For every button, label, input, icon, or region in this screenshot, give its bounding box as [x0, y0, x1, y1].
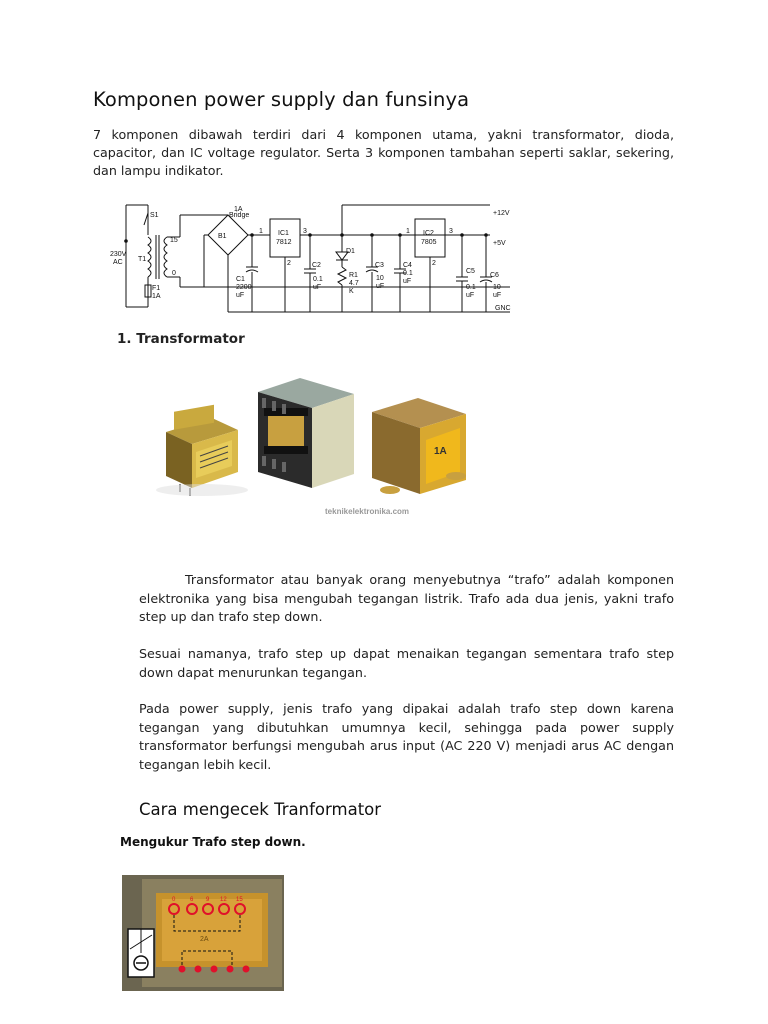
circuit-label-d1: D1: [346, 248, 355, 255]
trafo-rating-label: 1A: [434, 446, 447, 457]
circuit-label-gnd: GNC: [495, 305, 511, 312]
circuit-label-r1-value: 4.7: [349, 280, 359, 287]
circuit-label-7805: 7805: [421, 239, 437, 246]
circuit-label-c2-value: 0.1: [313, 276, 323, 283]
circuit-label-t1: T1: [138, 256, 147, 263]
circuit-label-ic1: IC1: [278, 230, 289, 237]
circuit-label-c5-unit: uF: [466, 292, 475, 299]
circuit-label-c4-value: 0.1: [403, 270, 413, 277]
circuit-label-r1-unit: K: [349, 288, 354, 295]
paragraph-power-supply-trafo: Pada power supply, jenis trafo yang dipakai adalah trafo step down karena tegangan yang dibutuhkan umumnya kecil, sehingga pada power supply transformator berfungsi mengubah arus input (AC 220 V) menjadi arus AC dengan tegangan lebih kecil.: [139, 701, 674, 772]
transformer-photos: [150, 372, 480, 520]
circuit-label-0: 0: [172, 270, 176, 277]
circuit-label-c1-unit: uF: [236, 292, 245, 299]
circuit-pin-3: 3: [303, 228, 307, 235]
small-gold-transformer: [156, 405, 248, 496]
circuit-pin-1: 1: [259, 228, 263, 235]
circuit-label-c1-value: 2200: [236, 284, 252, 291]
circuit-label-f1-rating: 1A: [152, 293, 161, 300]
circuit-label-ac-2: AC: [113, 259, 123, 266]
circuit-label-r1: R1: [349, 272, 358, 279]
circuit-label-15: 15: [170, 237, 178, 244]
circuit-label-c6-value: 10: [493, 284, 501, 291]
page-title: Komponen power supply dan funsinya: [93, 88, 470, 111]
circuit-pin-2b: 2: [432, 260, 436, 267]
circuit-label-12v: +12V: [493, 210, 510, 217]
circuit-label-c3: C3: [375, 262, 384, 269]
circuit-pin-1b: 1: [406, 228, 410, 235]
circuit-label-b1: B1: [218, 233, 227, 240]
trafo-rating-2a: 2A: [200, 936, 209, 943]
circuit-label-c4-unit: uF: [403, 278, 412, 285]
circuit-label-ic2: IC2: [423, 230, 434, 237]
terminal-label-6: 6: [190, 897, 194, 903]
terminal-label-9: 9: [206, 897, 210, 903]
middle-transformer: [258, 378, 354, 488]
circuit-label-bridge: Bridge: [229, 212, 250, 219]
circuit-label-ac-1: 230V: [110, 251, 127, 258]
terminal-label-12: 12: [220, 897, 227, 903]
circuit-label-bridge-rating: 1A: [234, 206, 243, 213]
paragraph-step-up-down: Sesuai namanya, trafo step up dapat menaikan tegangan sementara trafo step down dapat menurunkan tegangan.: [139, 646, 674, 680]
circuit-label-s1: S1: [150, 212, 159, 219]
circuit-label-f1: F1: [152, 285, 161, 292]
circuit-label-7812: 7812: [276, 239, 292, 246]
paragraph-transformator-text: Transformator atau banyak orang menyebutnya “trafo” adalah komponen elektronika yang bisa mengubah tegangan listrik. Trafo ada dua jenis, yakni trafo step up dan trafo step down.: [139, 572, 674, 624]
circuit-pin-3b: 3: [449, 228, 453, 235]
circuit-label-c2: C2: [312, 262, 321, 269]
photo-watermark: teknikelektronika.com: [325, 507, 410, 516]
circuit-label-c2-unit: uF: [313, 284, 322, 291]
subheading-cek-transformator: Cara mengecek Tranformator: [139, 800, 382, 819]
circuit-label-c4: C4: [403, 262, 412, 269]
intro-paragraph: 7 komponen dibawah terdiri dari 4 komponen utama, yakni transformator, dioda, capacitor, dan IC voltage regulator. Serta 3 komponen tambahan seperti saklar, sekering, dan lampu indikator.: [93, 127, 674, 178]
circuit-pin-2: 2: [287, 260, 291, 267]
circuit-label-c1: C1: [236, 276, 245, 283]
yellow-transformer: [372, 398, 466, 494]
circuit-label-5v: +5V: [493, 240, 506, 247]
circuit-label-c5: C5: [466, 268, 475, 275]
circuit-label-c3-unit: uF: [376, 283, 385, 290]
section-heading-transformator: 1. Transformator: [117, 331, 245, 347]
circuit-label-c3-value: 10: [376, 275, 384, 282]
power-supply-circuit-diagram: [110, 197, 520, 317]
terminal-label-15: 15: [236, 897, 243, 903]
circuit-label-c6: C6: [490, 272, 499, 279]
measure-label: Mengukur Trafo step down.: [120, 835, 306, 849]
paragraph-transformator-definition: [139, 571, 674, 627]
circuit-label-c6-unit: uF: [493, 292, 502, 299]
circuit-label-c5-value: 0.1: [466, 284, 476, 291]
trafo-measurement-photo: [122, 875, 284, 991]
terminal-label-0: 0: [172, 897, 176, 903]
